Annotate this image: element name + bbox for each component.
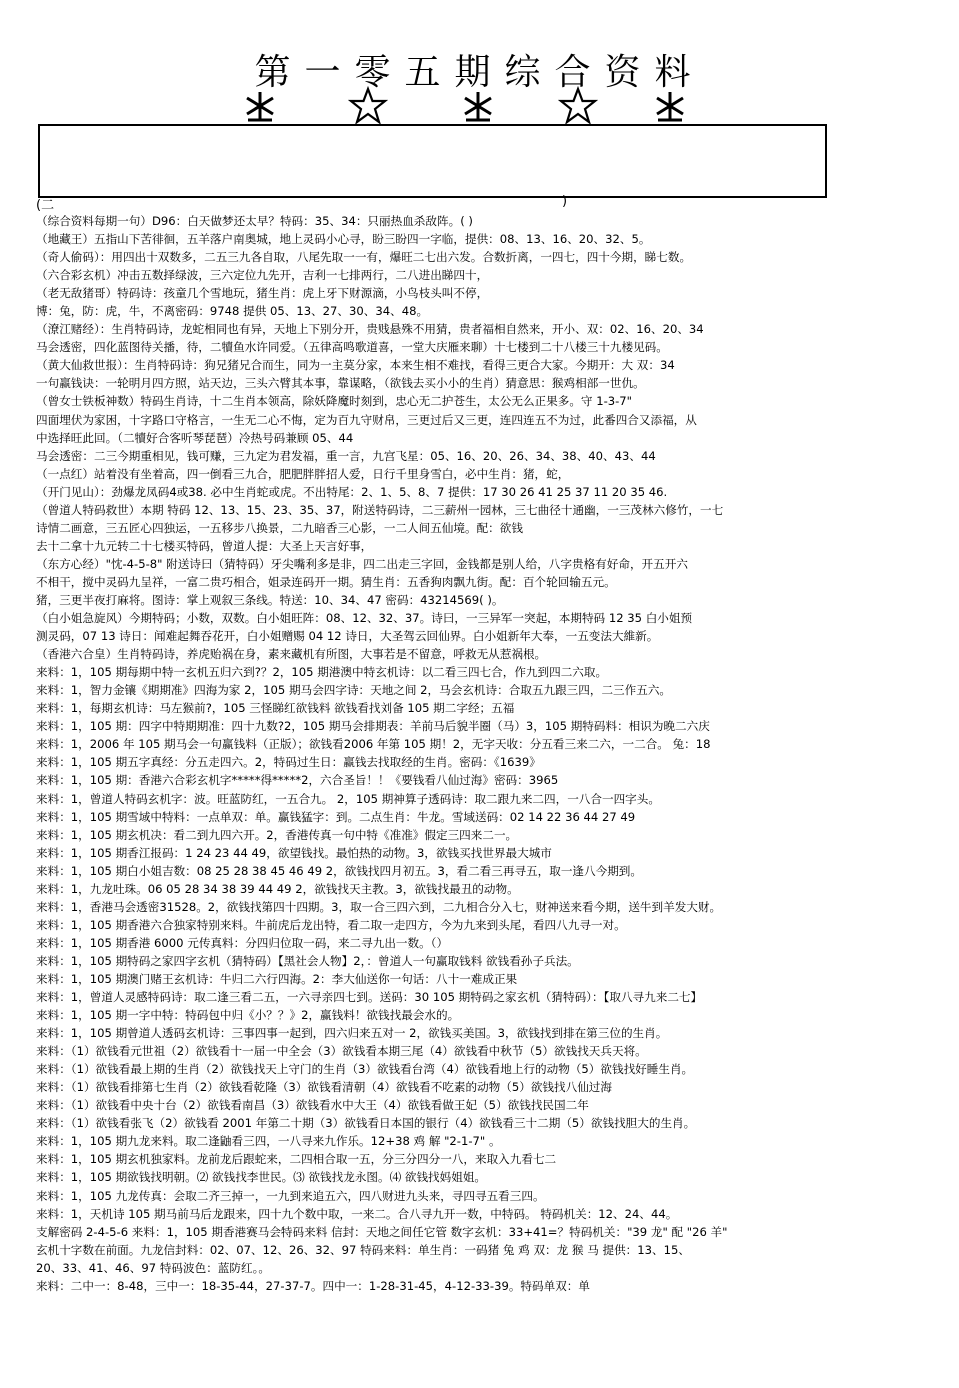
star-icon xyxy=(348,86,388,126)
text-line: 不相干，搅中灵码九呈祥，一富二贵巧相合，姐录连码开一期。猜生肖：五香狗肉飘九街。配：百个轮回输五元。 xyxy=(36,574,616,589)
text-line: 来料：1，105 期香港 6000 元传真料：分四归位取一码，来二寻九出一数。（） xyxy=(36,935,449,950)
text-line: 来料：1，105 期白小姐吉数：08 25 28 38 45 46 49 2，欲钱找四月初五。3，看二看三再寻五，取一逢八今期到。 xyxy=(36,863,642,878)
text-line: 玄机十字数在前面。九龙信封料：02、07、12、26、32、97 特码来料：单生肖：一码猪 兔 鸡 双：龙 猴 马 提供：13、15、 xyxy=(36,1242,690,1257)
text-line: 来料：（1）欲钱看最上期的生肖（2）欲钱找天上守门的生肖（3）欲钱看台湾（4）欲钱看地上行的动物（5）欲钱找好睡生肖。 xyxy=(36,1062,694,1077)
text-line: 博：兔，防：虎，牛，不离密码：9748 提供 05、13、27、30、34、48。 xyxy=(36,304,429,319)
text-line: 一句赢钱诀：一轮明月四方照，站天边，三头六臂其本事，靠谋略，（欲钱去买小小的生肖）猜意思：猴鸡相部一世仇。 xyxy=(36,376,645,391)
text-line: 来料：1，105 期：四字中特期期准：四十九数?2，105 期马会排期表：羊前马后貌半圈（马）3，105 期特码料：相识为晚二六庆 xyxy=(36,719,710,734)
blank-header-box xyxy=(38,124,827,198)
text-line: 来料：1，105 期玄机决：看二到九四六开。2，香港传真一句中特《准准》假定三四来二一。 xyxy=(36,827,518,842)
text-line: 来料：1，每期玄机诗：马左猴前?，105 三怪睇红欲钱料 欲钱看找刘备 105 期二字经；五福 xyxy=(36,701,515,716)
text-line: （奇人偷码）：用四出十双数多，二五三九各自取，八尾先取一一有，爆旺二七出六发。合数折离，一四七，四十今期，睇七数。 xyxy=(36,250,692,265)
text-line: 来料：1，105 期五字真经：分五走四六。2，特码过生日：赢钱去找取经的生肖。密码：《1639》 xyxy=(36,755,541,770)
text-line: 来料：1，2006 年 105 期马会一句赢钱料（正版）；欲钱看2006 年第 105 期！2，无字天收：分五看三来二六，一二合。 兔：18 xyxy=(36,737,711,752)
text-line: （潦江赌经）：生肖特码诗，龙蛇相同也有异，天地上下别分开，贵贱悬殊不用猜，贵者福相自然来，开小、双：02、16、20、34 xyxy=(36,322,704,337)
text-line: 来料：1，105 期玄机独家料。龙前龙后跟蛇来，二四相合取一五，分三分四分一八，来取入九看七二 xyxy=(36,1152,557,1167)
text-line: 20、33、41、46、97 特码波色：蓝防红。。 xyxy=(36,1260,270,1275)
text-line: 来料：二中一：8-48，三中一：18-35-44，27-37-7。四中一：1-28-31-45，4-12-33-39。特码单双：单 xyxy=(36,1278,590,1293)
text-line: 马会透密：二三今期重相见，钱可赚，三九定为君发福，重一言，九宫飞星：05、16、20、26、34、38、40、43、44 xyxy=(36,448,656,463)
text-line: 来料：（1）欲钱看排第七生肖（2）欲钱看乾隆（3）欲钱看清朝（4）欲钱看不吃素的动物（5）欲钱找八仙过海 xyxy=(36,1080,612,1095)
text-line: 四面埋伏为家困，十字路口守格言，一生无二心不悔，定为百九守财帛，三更过后又三更，连四连五不为过，此番四合又添福，从 xyxy=(36,412,697,427)
text-line: 来料：1，105 期九龙来料。取二逢鼬看三四，一八寻来九作乐。12+38 鸡 解 "2-1-7" 。 xyxy=(36,1134,501,1149)
text-line: 中选择旺此回。（二犢好合客听琴琵琶）冷热号码兼顾 05、44 xyxy=(36,430,354,445)
text-line: 来料：1，105 期香港六合独家特别来料。牛前虎后龙出特，看二取一走四方，今为九来到头尾，看四八九寻一对。 xyxy=(36,917,626,932)
text-line: 来料：1，105 期特码之家四字玄机（猜特码）【黑社会人物】2，：曾道人一句赢取钱料 欲钱看孙子兵法。 xyxy=(36,953,579,968)
star-icon xyxy=(558,86,598,126)
text-line: （综合资料每期一句）D96：白天做梦还太早？特码：35、34：只丽热血杀敌阵。( ) xyxy=(36,214,473,228)
asterisk-icon xyxy=(650,86,690,126)
asterisk-icon xyxy=(458,86,498,126)
text-body xyxy=(36,212,936,1295)
text-line: 来料：1，九龙吐珠。06 05 28 34 38 39 44 49 2，欲钱找天主教。3，欲钱找最丑的动物。 xyxy=(36,881,519,896)
text-line: 来料：（1）欲钱看张飞（2）欲钱看 2001 年第二十期（3）欲钱看日本国的银行（4）欲钱看三十二期（5）欲钱找胆大的生肖。 xyxy=(36,1116,696,1131)
text-line: 来料：1，105 期曾道人透码玄机诗：三事四事一起到，四六归来五对一 2，欲钱买美国。3，欲钱找到排在第三位的生肖。 xyxy=(36,1026,668,1041)
text-line: （曾女士铁板神数）特码生肖诗，十二生肖本领高，除妖降魔时刻到，忠心无二护苍生，太公无么正果多。守 1-3-7" xyxy=(36,394,633,409)
text-line: （六合彩玄机）冲击五数择绿波，三六定位九先开，吉利一七排两行，二八进出睇四十， xyxy=(36,268,489,283)
text-line: 来料：1，105 九龙传真：会取二齐三掉一，一九到来追五六，四八财进九头来，寻四寻五看三四。 xyxy=(36,1188,545,1203)
text-line: 来料：1，天机诗 105 期马前马后龙跟来，四十九个数中取，一来二。合八寻九开一数，中特码。 特码机关：12、24、44。 xyxy=(36,1206,678,1221)
text-line: 支解密码 2-4-5-6 来料：1，105 期香港赛马会特码来料 信封：天地之间任它管 数字玄机：33+41=？特码机关："39 龙" 配 "26 羊" xyxy=(36,1224,728,1239)
decorative-stars xyxy=(240,86,700,126)
text-line: 来料：1，105 期香江报码：1 24 23 44 49，欲望钱找。最怕热的动物。3，欲钱买找世界最大城市 xyxy=(36,845,552,860)
text-line: （白小姐急旋风）今期特码；小数，双数。白小姐旺阵：08、12、32、37。诗曰，一三异军一突起，本期特码 12 35 白小姐预 xyxy=(36,611,693,626)
paren-left: (二 xyxy=(36,198,55,213)
text-line: 来料：1，105 期每期中特一玄机五归六到?？2，105 期港澳中特玄机诗：以二看三四七合，作九到四二六取。 xyxy=(36,665,608,680)
text-line: 来料：1，曾道人特码玄机字：波。旺蓝防红，一五合九。 2，105 期神算子透码诗：取二跟九来二四，一八合一四字头。 xyxy=(36,791,660,806)
text-line: （老无敌猪哥）特码诗：孩童几个雪地玩，猪生肖：虎上牙下财源滴，小鸟枝头叫不停， xyxy=(36,286,489,301)
text-line: 来料：1，曾道人灵感特码诗：取二逢三看二五，一六寻亲四七到。送码：30 105 期特码之家玄机（猜特码）：【取八寻九来二七】 xyxy=(36,990,703,1005)
text-line: （黄大仙救世报）：生肖特码诗：狗兄猪兄合而生，同为一主莫分家，本来生相不难找，看得三更合大家。今期开：大 双：34 xyxy=(36,358,675,373)
paren-right: ) xyxy=(562,194,568,209)
text-line: 来料：1，智力金镶《期期准》四海为家 2，105 期马会四字诗：天地之间 2，马会玄机诗：合取五九跟三四，二三作五六。 xyxy=(36,683,672,698)
text-line: （香港六合皇）生肖特码诗，养虎贻祸在身，素来藏机有所图，大事若是不留意，呼救无从惹祸根。 xyxy=(36,647,547,662)
text-line: 来料：1，香港马会透密31528。2，欲钱找第四十四期。3，取一合三四六到，二九相合分入七，财神送来看今期，送牛到羊发大财。 xyxy=(36,899,722,914)
text-line: 来料：1，105 期雪域中特料：一点单双：单。赢钱猛字：到。二点生肖：牛龙。雪域送码：02 14 22 36 44 27 49 xyxy=(36,809,636,824)
text-line: （一点红）站着没有坐着高，四一倒看三九合，肥肥胖胖招人爱，日行千里身雪白，必中生肖：猪，蛇， xyxy=(36,466,570,481)
text-line: （地藏王）五指山下苦徘徊，五羊落户南奥城，地上灵码小心寻，盼三盼四一字临，提供：08、13、16、20、32、5。 xyxy=(36,232,651,247)
text-line: 来料：1，105 期一字中特：特码包中归《小？？》2，赢钱料！欲钱找最会水的。 xyxy=(36,1008,460,1023)
text-line: 马会透密，四化蓝图待关播，待，二犢鱼水许同爱。（五律高鸣歌道喜，一堂大庆雁来聊）十七楼到二十八楼三十九楼见码。 xyxy=(36,340,668,355)
text-line: 测灵码，07 13 诗日：闻难起舞吞花开，白小姐赠赐 04 12 诗日，大圣驾云回仙界。白小姐新年大奉，一五变法大維新。 xyxy=(36,629,659,644)
text-line: （东方心经）"忱-4-5-8" 附送诗曰（猜特码）牙尖嘴利多是非，四二出走三字回，金钱都是别人给，八字贵格有好命，开五开六 xyxy=(36,556,688,571)
text-line: 来料：1，105 期：香港六合彩玄机字*****得*****2，六合圣旨！！《要钱看八仙过海》密码：3965 xyxy=(36,773,559,788)
text-line: 去十二拿十九元转二十七楼买特码，曾道人提：大圣上天言好事， xyxy=(36,538,373,553)
page-title: 第一零五期综合资料 xyxy=(254,52,705,93)
text-line: 来料：（1）欲钱看中央十台（2）欲钱看南昌（3）欲钱看水中大王（4）欲钱看做王妃（5）欲钱找民国二年 xyxy=(36,1098,589,1113)
text-line: 来料：1，105 期欲钱找明朝。⑵ 欲钱找李世民。⑶ 欲钱找龙永图。⑷ 欲钱找妈姐姐。 xyxy=(36,1170,487,1185)
text-line: （曾道人特码救世）本期 特码 12、13、15、23、35、37，附送特码诗，二三薪州一园林，三七曲径十通幽，一三茂林六修竹，一七 xyxy=(36,502,724,517)
text-line: （开门见山）：劲爆龙凤码4或38. 必中生肖蛇或虎。不出特尾：2、1、5、8、7 提供：17 30 26 41 25 37 11 20 35 46. xyxy=(36,484,668,499)
asterisk-icon xyxy=(240,86,280,126)
text-line: 来料：1，105 期澳门赌王玄机诗：牛归二六行四海。2：李大仙送你一句话：八十一难成正果 xyxy=(36,971,518,986)
text-line: 诗情二画意，三五匠心四独运，一五移步八换景，二九暗香三心影，一二人间五仙境。配：欲钱 xyxy=(36,520,523,535)
text-line: 猪，三更半夜打麻将。图诗：掌上观叙三条线。特送：10、34、47 密码：43214569( )。 xyxy=(36,592,504,607)
text-line: 来料：（1）欲钱看元世祖（2）欲钱看十一届一中全会（3）欲钱看本期三尾（4）欲钱看中秋节（5）欲钱找天兵天将。 xyxy=(36,1044,647,1059)
